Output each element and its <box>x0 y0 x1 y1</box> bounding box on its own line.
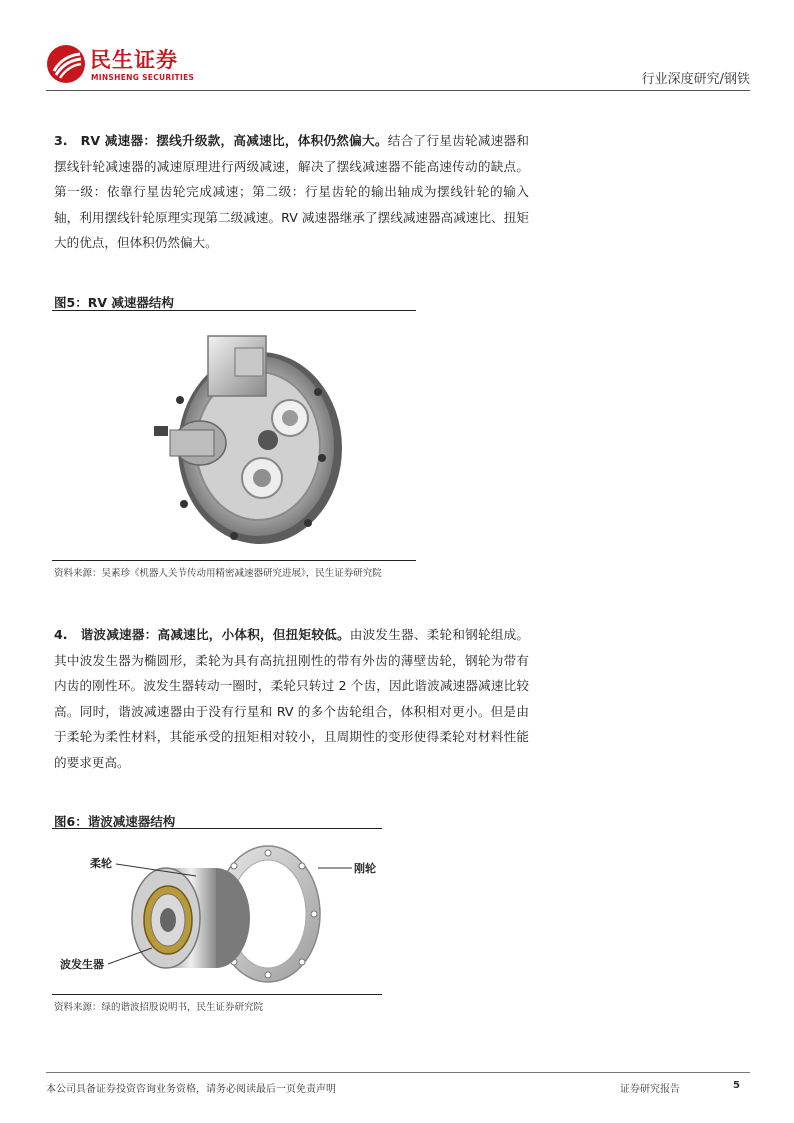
footer-report-type: 证券研究报告 <box>620 1084 680 1095</box>
figure-5-title: 图5：RV 减速器结构 <box>54 295 174 310</box>
minsheng-logo <box>46 42 196 88</box>
figure-6-top-rule <box>52 828 382 829</box>
figure-6-bottom-rule <box>52 994 382 995</box>
minsheng-logo-mark-icon <box>46 44 86 84</box>
rv-reducer-lead: 3. RV 减速器：摆线升级款，高减速比，体积仍然偏大。 <box>54 133 388 148</box>
rv-reducer-body: 结合了行星齿轮减速器和摆线针轮减速器的减速原理进行两级减速，解决了摆线减速器不能高速传动的缺点。第一级：依靠行星齿轮完成减速；第二级：行星齿轮的输出轴成为摆线针轮的输入轴，利用摆线针轮原理实现第二级减速。RV 减速器继承了摆线减速器高减速比、扭矩大的优点，但体积仍然偏大。 <box>54 133 529 250</box>
page-number: 5 <box>733 1080 740 1091</box>
wave-generator-label: 波发生器 <box>60 958 104 971</box>
harmonic-reducer-body: 由波发生器、柔轮和钢轮组成。其中波发生器为椭圆形，柔轮为具有高抗扭刚性的带有外齿的薄壁齿轮，钢轮为带有内齿的刚性环。波发生器转动一圈时，柔轮只转过 2 个齿，因此谐波减速器减速比较高。同时，谐波减速器由于没有行星和 RV 的多个齿轮组合，体积相对更小。但是由于柔轮为柔性材料，其能承受的扭矩相对较小，且周期性的变形使得柔轮对材料性能的要求更高。 <box>54 627 530 770</box>
figure-6-title: 图6：谐波减速器结构 <box>54 814 176 829</box>
circular-spline-label: 刚轮 <box>354 862 376 875</box>
flexspline-label: 柔轮 <box>90 857 112 870</box>
logo-chinese-name: 民生证券 <box>90 48 178 72</box>
harmonic-reducer-lead: 4. 谐波减速器：高减速比，小体积，但扭矩较低。 <box>54 627 350 642</box>
rv-reducer-image <box>140 318 350 556</box>
figure-5-source: 资料来源：吴素珍《机器人关节传动用精密减速器研究进展》，民生证券研究院 <box>54 568 382 579</box>
logo-english-name: MINSHENG SECURITIES <box>91 73 195 82</box>
harmonic-reducer-paragraph <box>54 622 529 775</box>
harmonic-reducer-image <box>56 836 386 988</box>
report-category: 行业深度研究/钢铁 <box>641 72 750 87</box>
figure-5-top-rule <box>52 310 416 311</box>
figure-6-source: 资料来源：绿的谐波招股说明书，民生证券研究院 <box>54 1002 264 1013</box>
footer-disclaimer: 本公司具备证券投资咨询业务资格，请务必阅读最后一页免责声明 <box>46 1084 336 1095</box>
rv-reducer-paragraph <box>54 128 529 256</box>
header-divider <box>46 90 750 91</box>
footer-divider <box>46 1072 750 1073</box>
figure-5-bottom-rule <box>52 560 416 561</box>
